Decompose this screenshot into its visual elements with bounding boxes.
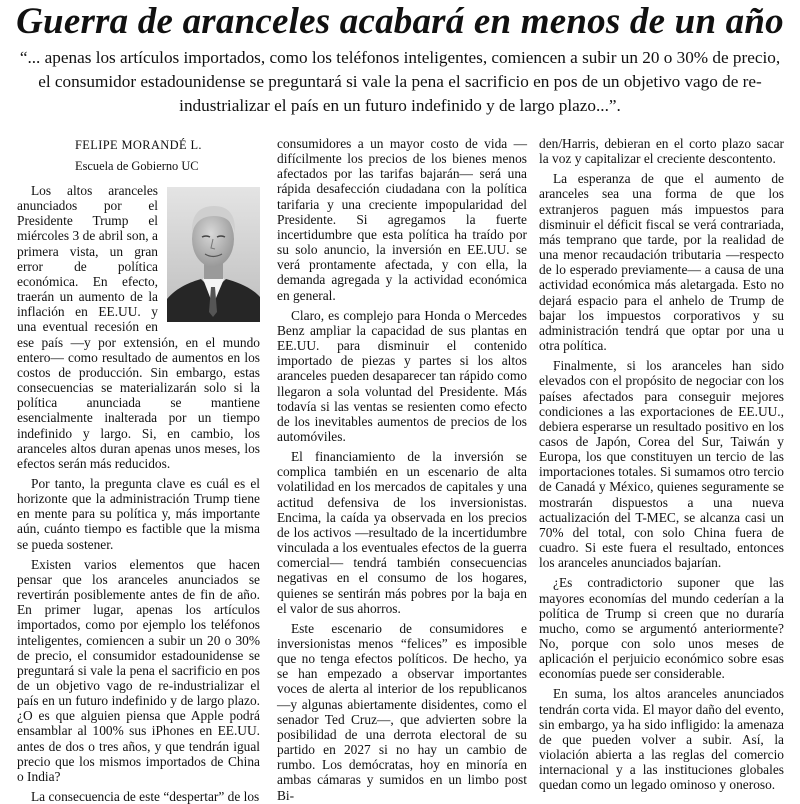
paragraph: En suma, los altos aranceles anunciados tendrán corta vida. El mayor daño del evento, sin embargo, ya ha sido infligido: la amenaza de que pueden volver a subir. Así, la violación abierta a las reglas del comercio internacional y a las instituciones globales quedan como un legado ominoso y oneroso.: [539, 686, 784, 793]
paragraph: Por tanto, la pregunta clave es cuál es el horizonte que la administración Trump tiene en mente para su política y, más importante aún, cuánto tiempo es factible que la misma se pueda sostener.: [17, 475, 260, 552]
column-2: [277, 136, 527, 803]
pull-quote: “... apenas los artículos importados, como los teléfonos inteligentes, comiencen a subir un 20 o 30% de precio, el consumidor estadounidense se preguntará si vale la pena el sacrificio en pos de un objetivo vago de re-industrializar el país en un futuro indefinido y de largo plazo...”.: [19, 48, 781, 115]
paragraph: ¿Es contradictorio suponer que las mayores economías del mundo cederían a la política de Trump si creen que no duraría mucho, como se argumentó anteriormente? No, porque con solo unos meses de aplicación el perjuicio económico sobre esas economías puede ser considerable.: [539, 575, 784, 682]
paragraph: Los altos aranceles anunciados por el Presidente Trump el miércoles 3 de abril son, a primera vista, un gran error de política económica. En efecto, traerán un aumento de la inflación en EE.UU. y una eventual recesión en ese país —y por extensión, en el mundo entero— como resultado de aumentos en los costos de producción. Sin embargo, estas consecuencias se materializarán solo si la política anunciada se mantiene esencialmente inalterada por un tiempo indefinido y largo. Si, en cambio, los aranceles altos duran apenas unos meses, los efectos serán más reducidos.: [17, 183, 260, 471]
paragraph: Finalmente, si los aranceles han sido elevados con el propósito de negociar con los países afectados para conseguir mejores condiciones a las exportaciones de EE.UU., debiera esperarse un resultado positivo en los casos de Japón, Corea del Sur, Taiwán y Europa, los que constituyen un tercio de las importaciones totales. Si sumamos otro tercio de Canadá y México, quienes seguramente se mostrarán dispuestos a una nueva actualización del T-MEC, se alcanza casi un 70% del total, con solo China fuera de cuadro. Si este fuera el resultado, entonces los aranceles anunciados bajarían.: [539, 358, 784, 571]
paragraph: La consecuencia de este “despertar” de los: [31, 789, 260, 804]
author-portrait-icon: [167, 187, 260, 322]
paragraph: Existen varios elementos que hacen pensar que los aranceles anunciados se revertirán posiblemente antes de fin de año. En primer lugar, apenas los artículos importados, como por ejemplo los teléfonos inteligentes, comiencen a subir un 20 o 30% de precio, el consumidor estadounidense se preguntará si vale la pena el sacrificio en pos de un objetivo vago de re-industrializar el país en un futuro indefinido y de largo plazo. ¿O es que alguien piensa que Apple podrá ensamblar al 100% sus iPhones en EE.UU. antes de dos o tres años, y que tendrán igual precio que los mismos importados de China o India?: [17, 556, 260, 784]
paragraph: La esperanza de que el aumento de aranceles sea una forma de que los extranjeros paguen más impuestos para disminuir el déficit fiscal se verá contrariada, más temprano que tarde, por la realidad de una menor recaudación tributaria —respecto de lo esperado previamente— a causa de una actividad económica más aletargada. Esto no dejará espacio para el anhelo de Trump de bajar los impuestos corporativos y su administración tendrá que optar por una u otra política.: [539, 171, 784, 354]
author-affiliation: Escuela de Gobierno UC: [75, 159, 199, 173]
paragraph: El financiamiento de la inversión se complica también en un escenario de alta volatilidad en los mercados de capitales y una actitud defensiva de los inversionistas. Encima, la caída ya observada en los precios de los activos —resultado de la incertidumbre vinculada a los eventuales efectos de la guerra comercial— tendrá también consecuencias negativas en el consumo de los hogares, quienes se sentirán más pobres por la baja en el valor de sus ahorros.: [277, 449, 527, 616]
paragraph: den/Harris, debieran en el corto plazo sacar la voz y capitalizar el creciente descontento.: [539, 136, 784, 167]
paragraph: consumidores a un mayor costo de vida —difícilmente los precios de los bienes menos afectados por las tarifas bajarán— será una rápida desafección ciudadana con la política tarifaria y una creciente impopularidad del Presidente. Si agregamos la fuerte incertidumbre que esta política ha traído por su solo anuncio, la inversión en EE.UU. se verá prontamente afectada, y con ella, la demanda agregada y la actividad económica en general.: [277, 136, 527, 303]
paragraph: Este escenario de consumidores e inversionistas menos “felices” es imposible que no tenga efectos políticos. De hecho, ya se han empezado a observar importantes voces de alerta al interior de los republicanos —y algunas abiertamente disidentes, como el senador Ted Cruz—, que advierten sobre la posibilidad de una derrota electoral de su partido en 2027 si no hay un cambio de rumbo. Los demócratas, hoy en minoría en ambas cámaras y sumidos en un limbo post Bi-: [277, 620, 527, 803]
headline: Guerra de aranceles acabará en menos de un año: [16, 1, 784, 42]
column-1: [17, 132, 260, 804]
paragraph: Claro, es complejo para Honda o Mercedes Benz ampliar la capacidad de sus plantas en EE.UU. para disminuir el contenido importado de piezas y partes si los altos aranceles pueden desaparecer tan rápido como llegaron a sola voluntad del Presidente. Más todavía si las ventas se resienten como efecto de los inevitables aumentos de precios de los automóviles.: [277, 307, 527, 444]
column-3: [539, 136, 784, 793]
author-name: FELIPE MORANDÉ L.: [75, 138, 202, 152]
